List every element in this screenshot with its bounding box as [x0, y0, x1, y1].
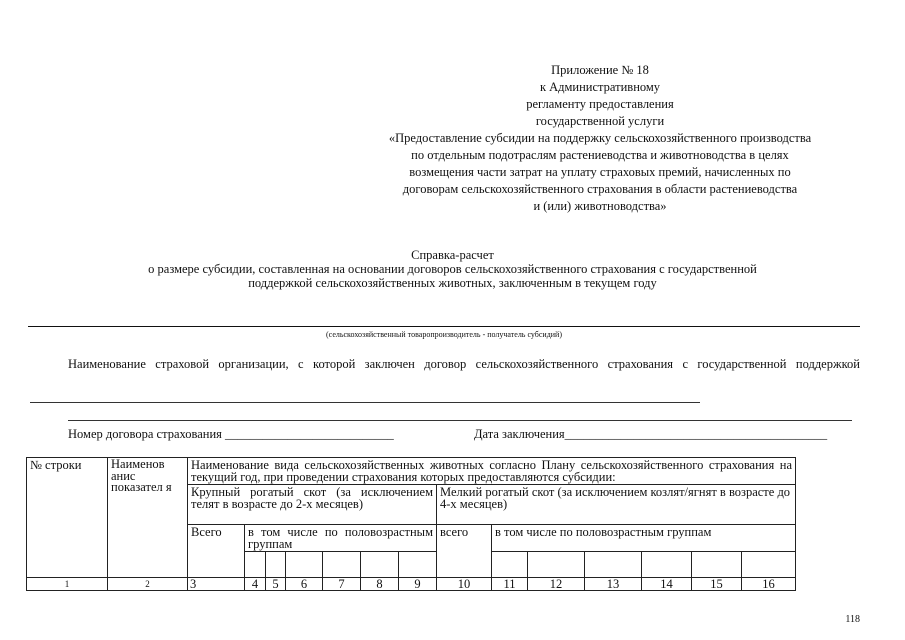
appendix-line: возмещения части затрат на уплату страховых премий, начисленных по — [409, 165, 791, 179]
header-cattle-age-groups: в том числе по половозрастным группам — [245, 525, 437, 552]
column-number: 13 — [585, 578, 642, 591]
column-number-row — [27, 578, 796, 591]
age-group-cell[interactable] — [245, 552, 266, 578]
column-number: 6 — [286, 578, 323, 591]
age-group-cell[interactable] — [742, 552, 796, 578]
column-number: 14 — [642, 578, 692, 591]
column-number: 12 — [528, 578, 585, 591]
insurer-label: Наименование страховой организации, с которой заключен договор сельскохозяйственного страхования с государственной поддержкой — [68, 357, 860, 371]
appendix-line: регламенту предоставления — [526, 97, 674, 111]
age-group-cell[interactable] — [286, 552, 323, 578]
appendix-line: по отдельным подотраслям растениеводства и животноводства в целях — [411, 148, 789, 162]
header-indicator: Наименов анис показател я — [108, 458, 188, 578]
header-animal-type: Наименование вида сельскохозяйственных животных согласно Плану сельскохозяйственного страхования на текущий год, при проведении страхования которых предоставляются субсидии: — [188, 458, 796, 485]
column-number: 10 — [437, 578, 492, 591]
appendix-line: к Административному — [539, 80, 661, 94]
document-subtitle-line1: о размере субсидии, составленная на основании договоров сельскохозяйственного страхования с государственной — [148, 262, 757, 276]
column-number: 5 — [266, 578, 286, 591]
age-group-cell[interactable] — [323, 552, 361, 578]
header-small-cattle: Мелкий рогатый скот (за исключением козлят/ягнят в возрасте до 4-х месяцев) — [437, 485, 796, 525]
age-group-cell[interactable] — [492, 552, 528, 578]
appendix-line: государственной услуги — [535, 114, 665, 128]
column-number: 9 — [399, 578, 437, 591]
producer-caption: (сельскохозяйственный товаропроизводитель - получатель субсидий) — [326, 330, 562, 339]
header-cattle: Крупный рогатый скот (за исключением телят в возрасте до 2-х месяцев) — [188, 485, 437, 525]
insurer-name-line[interactable] — [30, 402, 700, 403]
subsidy-table — [26, 457, 796, 591]
age-group-cell[interactable] — [399, 552, 437, 578]
age-group-cell[interactable] — [642, 552, 692, 578]
age-group-cell[interactable] — [266, 552, 286, 578]
header-small-total: всего — [437, 525, 492, 578]
page-number: 118 — [845, 614, 860, 625]
column-number: 8 — [361, 578, 399, 591]
column-number: 4 — [245, 578, 266, 591]
column-number: 7 — [323, 578, 361, 591]
column-number: 16 — [742, 578, 796, 591]
column-number: 11 — [492, 578, 528, 591]
age-group-cell[interactable] — [585, 552, 642, 578]
appendix-line: договорам сельскохозяйственного страхования в области растениеводства — [402, 182, 798, 196]
producer-line[interactable] — [28, 326, 860, 327]
header-small-age-groups: в том числе по половозрастным группам — [492, 525, 796, 552]
column-number: 1 — [27, 578, 108, 591]
appendix-line: «Предоставление субсидии на поддержку сельскохозяйственного производства — [388, 131, 812, 145]
contract-date-label: Дата заключения__________________________________________ — [474, 427, 828, 441]
header-row-number: № строки — [27, 458, 108, 578]
column-number: 2 — [108, 578, 188, 591]
insurer-name-line-2[interactable] — [68, 420, 852, 421]
document-title-block — [20, 248, 885, 290]
document-title: Справка-расчет — [411, 248, 494, 262]
appendix-line: и (или) животноводства» — [533, 199, 667, 213]
header-cattle-total: Всего — [188, 525, 245, 578]
contract-number-label: Номер договора страхования ___________________________ — [68, 427, 394, 441]
appendix-line: Приложение № 18 — [551, 63, 649, 77]
appendix-header — [330, 62, 870, 215]
document-subtitle-line2: поддержкой сельскохозяйственных животных, заключенным в текущем году — [248, 276, 657, 290]
age-group-cell[interactable] — [692, 552, 742, 578]
age-group-cell[interactable] — [361, 552, 399, 578]
column-number: 15 — [692, 578, 742, 591]
age-group-cell[interactable] — [528, 552, 585, 578]
column-number: 3 — [188, 578, 245, 591]
